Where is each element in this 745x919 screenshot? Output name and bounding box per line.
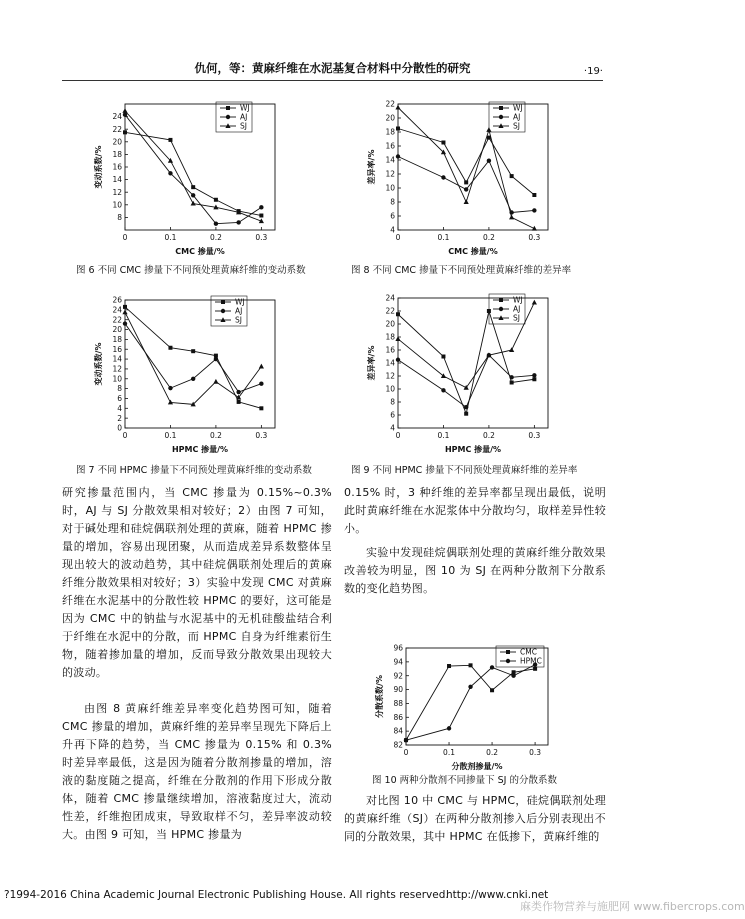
x-tick-label: 0.2 bbox=[482, 431, 495, 440]
y-tick-label: 8 bbox=[117, 213, 122, 222]
y-tick-label: 20 bbox=[385, 113, 395, 123]
y-tick-label: 22 bbox=[112, 315, 122, 325]
legend-entry bbox=[500, 657, 542, 666]
data-point bbox=[509, 215, 514, 220]
y-tick-label: 14 bbox=[385, 155, 395, 165]
plot-frame bbox=[398, 295, 548, 428]
paragraph-left-2: 由图 8 黄麻纤维差异率变化趋势图可知，随着 CMC 掺量的增加，黄麻纤维的差异率呈现先下降后上升再下降的趋势，当 CMC 掺量为 0.15% 和 0.3% 时差异率最低，这是因为随着分散剂掺量的增加，溶液的黏度随之提高，纤维在分散剂的作用下形成分散体，随着 CMC 掺量继续增加，溶液黏度过大，流动性差，纤维抱团成束，导致取样不匀，差异率波动较大。由图 9 可知，当 HPMC 掺量为 bbox=[62, 702, 332, 841]
x-tick-label: 0.2 bbox=[486, 748, 499, 757]
data-point bbox=[464, 199, 469, 204]
paragraph-right-3: 对比图 10 中 CMC 与 HPMC，硅烷偶联剂处理的黄麻纤维（SJ）在两种分散剂掺入后分别表现出不同的分散效果，其中 HPMC 在低掺下，黄麻纤维的 bbox=[344, 794, 606, 843]
data-point bbox=[168, 400, 173, 405]
legend-entry bbox=[493, 113, 520, 122]
data-point bbox=[509, 347, 514, 352]
x-axis-label: 分散剂掺量/% bbox=[451, 762, 503, 771]
series-aj bbox=[396, 154, 537, 214]
series-wj bbox=[396, 127, 536, 198]
legend-label: CMC bbox=[520, 647, 537, 657]
chart-fig8 bbox=[358, 98, 568, 258]
series-line bbox=[406, 665, 535, 740]
legend-marker bbox=[499, 115, 503, 119]
legend-label: AJ bbox=[240, 112, 248, 122]
legend-entry bbox=[493, 305, 520, 314]
data-point bbox=[122, 108, 127, 113]
y-tick-label: 0 bbox=[117, 423, 122, 433]
series-hpmc bbox=[404, 662, 537, 742]
chart-fig9 bbox=[358, 288, 568, 453]
legend-label: HPMC bbox=[520, 656, 542, 666]
data-point bbox=[168, 171, 172, 175]
x-tick-label: 0.2 bbox=[209, 431, 222, 440]
legend-entry bbox=[220, 113, 247, 122]
legend-label: SJ bbox=[240, 121, 247, 131]
y-tick-label: 14 bbox=[112, 175, 122, 185]
legend-entry bbox=[220, 122, 247, 131]
data-point bbox=[123, 321, 127, 325]
x-tick-label: 0 bbox=[395, 233, 401, 242]
data-point bbox=[191, 193, 195, 197]
series-cmc bbox=[404, 663, 537, 742]
footer-url: http://www.cnki.net bbox=[446, 889, 549, 901]
legend-label: WJ bbox=[513, 103, 523, 113]
legend-entry bbox=[493, 104, 523, 113]
y-tick-label: 86 bbox=[393, 712, 403, 722]
x-tick-label: 0.1 bbox=[164, 233, 177, 242]
y-tick-label: 18 bbox=[385, 127, 395, 137]
y-tick-label: 88 bbox=[393, 699, 403, 709]
legend-label: WJ bbox=[513, 295, 523, 305]
x-tick-label: 0.1 bbox=[437, 431, 450, 440]
data-point bbox=[447, 726, 451, 730]
caption-fig7: 图 7 不同 HPMC 掺量下不同预处理黄麻纤维的变动系数 bbox=[76, 465, 312, 476]
y-axis-label: 分散系数/% bbox=[375, 675, 384, 718]
y-axis-label: 变动系数/% bbox=[94, 145, 103, 189]
y-tick-label: 4 bbox=[117, 403, 122, 413]
y-tick-label: 8 bbox=[117, 384, 122, 394]
y-axis-label: 变动系数/% bbox=[94, 342, 103, 386]
y-tick-label: 12 bbox=[385, 169, 395, 179]
legend-marker bbox=[506, 659, 510, 663]
y-tick-label: 8 bbox=[390, 397, 395, 407]
series-line bbox=[398, 355, 534, 407]
data-point bbox=[191, 377, 195, 381]
y-tick-label: 18 bbox=[385, 332, 395, 342]
y-tick-label: 22 bbox=[112, 124, 122, 134]
data-point bbox=[490, 688, 494, 692]
x-tick-label: 0.2 bbox=[209, 233, 222, 242]
data-point bbox=[441, 373, 446, 378]
data-point bbox=[237, 400, 241, 404]
data-point bbox=[396, 127, 400, 131]
data-point bbox=[236, 220, 240, 224]
y-tick-label: 12 bbox=[112, 364, 122, 374]
series-line bbox=[125, 324, 261, 392]
y-tick-label: 2 bbox=[117, 413, 122, 423]
data-point bbox=[191, 201, 196, 206]
series-line bbox=[398, 129, 534, 196]
y-tick-label: 16 bbox=[112, 162, 122, 172]
y-tick-label: 16 bbox=[112, 344, 122, 354]
y-tick-label: 82 bbox=[393, 740, 403, 750]
plot-frame bbox=[125, 104, 275, 230]
data-point bbox=[511, 674, 515, 678]
x-tick-label: 0.3 bbox=[528, 233, 541, 242]
y-tick-label: 10 bbox=[112, 200, 122, 210]
data-point bbox=[490, 665, 494, 669]
data-point bbox=[214, 222, 218, 226]
legend-label: WJ bbox=[235, 297, 245, 307]
x-tick-label: 0.3 bbox=[529, 748, 542, 757]
legend-label: WJ bbox=[240, 103, 250, 113]
legend-entry bbox=[215, 298, 245, 307]
x-tick-label: 0.1 bbox=[443, 748, 455, 757]
x-tick-label: 0.3 bbox=[255, 431, 268, 440]
data-point bbox=[123, 130, 127, 134]
x-axis-label: CMC 掺量/% bbox=[448, 247, 498, 256]
data-point bbox=[441, 175, 445, 179]
data-point bbox=[259, 364, 264, 369]
legend-marker bbox=[506, 650, 510, 654]
legend-entry bbox=[215, 316, 242, 325]
legend-entry bbox=[500, 648, 537, 657]
legend-label: SJ bbox=[513, 121, 520, 131]
y-tick-label: 20 bbox=[112, 137, 122, 147]
y-tick-label: 22 bbox=[385, 306, 395, 316]
legend-marker bbox=[226, 106, 230, 110]
x-tick-label: 0.1 bbox=[437, 233, 450, 242]
y-tick-label: 6 bbox=[117, 394, 122, 404]
data-point bbox=[464, 405, 468, 409]
data-point bbox=[487, 159, 491, 163]
copyright-notice: ?1994-2016 China Academic Journal Electronic Publishing House. All rights reserved. bbox=[4, 889, 449, 901]
x-axis-label: HPMC 掺量/% bbox=[444, 445, 502, 454]
data-point bbox=[447, 664, 451, 668]
y-tick-label: 20 bbox=[112, 325, 122, 335]
y-tick-label: 4 bbox=[390, 225, 395, 235]
x-tick-label: 0 bbox=[122, 431, 128, 440]
legend-label: SJ bbox=[513, 313, 520, 323]
series-wj bbox=[396, 309, 536, 416]
y-axis-label: 差异率/% bbox=[367, 149, 376, 185]
y-tick-label: 18 bbox=[112, 334, 122, 344]
data-point bbox=[510, 381, 514, 385]
series-line bbox=[398, 157, 534, 213]
legend-entry bbox=[493, 314, 520, 323]
legend-marker bbox=[499, 106, 503, 110]
legend-label: AJ bbox=[513, 112, 521, 122]
paragraph-left-1: 研究掺量范围内，当 CMC 掺量为 0.15%~0.3% 时，AJ 与 SJ 分散效果相对较好；2）由图 7 可知，对于碱处理和硅烷偶联剂处理的黄麻，随着 HPMC 掺量的增加，容易出现团聚，从而造成差异系数整体呈现出较大的波动趋势，其中硅烷偶联剂处理后的黄麻纤维分散效果相对较好；3）实验中发现 CMC 对黄麻纤维在水泥基中的分散性较 HPMC 的要好，这可能是因为 CMC 中的钠盐与水泥基中的无机硅酸盐结合利于纤维在水泥中的分散，而 HPMC 自身为纤维素衍生物，随着掺加量的增加，反而导致分散效果出现较大的波动。 bbox=[62, 486, 332, 679]
data-point bbox=[259, 381, 263, 385]
caption-fig6: 图 6 不同 CMC 掺量下不同预处理黄麻纤维的变动系数 bbox=[76, 265, 306, 276]
y-tick-label: 20 bbox=[385, 319, 395, 329]
x-tick-label: 0.2 bbox=[482, 233, 495, 242]
data-point bbox=[468, 685, 472, 689]
chart-fig10 bbox=[368, 642, 568, 774]
y-tick-label: 10 bbox=[112, 374, 122, 384]
data-point bbox=[532, 373, 536, 377]
legend-label: SJ bbox=[235, 315, 242, 325]
data-point bbox=[464, 412, 468, 416]
data-point bbox=[395, 105, 400, 110]
x-tick-label: 0.3 bbox=[528, 431, 541, 440]
chart-fig6 bbox=[90, 98, 290, 258]
y-tick-label: 92 bbox=[393, 671, 403, 681]
data-point bbox=[259, 406, 263, 410]
data-point bbox=[213, 379, 218, 384]
legend-marker bbox=[499, 307, 503, 311]
series-line bbox=[398, 311, 534, 414]
y-tick-label: 24 bbox=[112, 305, 122, 315]
data-point bbox=[533, 667, 537, 671]
x-tick-label: 0.1 bbox=[164, 431, 177, 440]
y-tick-label: 84 bbox=[393, 726, 403, 736]
page-number: ·19· bbox=[583, 66, 603, 77]
data-point bbox=[396, 154, 400, 158]
y-tick-label: 8 bbox=[390, 197, 395, 207]
y-axis-label: 差异率/% bbox=[367, 345, 376, 381]
data-point bbox=[464, 187, 468, 191]
plot-frame bbox=[125, 297, 275, 428]
legend-marker bbox=[221, 309, 225, 313]
y-tick-label: 10 bbox=[385, 384, 395, 394]
y-tick-label: 12 bbox=[112, 187, 122, 197]
watermark: 麻类作物营养与施肥网 www.fibercrops.com bbox=[520, 900, 745, 913]
data-point bbox=[259, 214, 263, 218]
y-tick-label: 6 bbox=[390, 410, 395, 420]
legend-entry bbox=[215, 307, 242, 316]
data-point bbox=[191, 349, 195, 353]
y-tick-label: 18 bbox=[112, 150, 122, 159]
legend-label: AJ bbox=[235, 306, 243, 316]
data-point bbox=[168, 138, 172, 142]
legend-marker bbox=[226, 115, 230, 119]
series-aj bbox=[396, 353, 537, 409]
data-point bbox=[404, 738, 408, 742]
caption-fig8: 图 8 不同 CMC 掺量下不同预处理黄麻纤维的差异率 bbox=[351, 265, 572, 276]
y-tick-label: 10 bbox=[385, 183, 395, 193]
data-point bbox=[510, 174, 514, 178]
data-point bbox=[441, 141, 445, 145]
data-point bbox=[464, 180, 468, 184]
data-point bbox=[441, 388, 445, 392]
x-axis-label: HPMC 掺量/% bbox=[171, 445, 229, 454]
y-tick-label: 6 bbox=[390, 211, 395, 221]
y-tick-label: 16 bbox=[385, 345, 395, 355]
running-title: 仇何，等：黄麻纤维在水泥基复合材料中分散性的研究 bbox=[194, 61, 471, 75]
legend-entry bbox=[493, 296, 523, 305]
series-line bbox=[125, 112, 261, 224]
data-point bbox=[532, 377, 536, 381]
caption-fig10: 图 10 两种分散剂不同掺量下 SJ 的分散系数 bbox=[372, 775, 557, 786]
y-tick-label: 24 bbox=[112, 112, 122, 122]
data-point bbox=[214, 357, 218, 361]
y-tick-label: 90 bbox=[393, 685, 403, 695]
data-point bbox=[396, 312, 400, 316]
data-point bbox=[168, 386, 172, 390]
y-tick-label: 12 bbox=[385, 371, 395, 381]
data-point bbox=[441, 355, 445, 359]
paragraph-right-1: 0.15% 时，3 种纤维的差异率都呈现出最低，说明此时黄麻纤维在水泥浆体中分散均匀，取样差异性较小。 bbox=[344, 486, 606, 535]
y-tick-label: 14 bbox=[385, 358, 395, 368]
data-point bbox=[259, 205, 263, 209]
series-aj bbox=[123, 321, 264, 394]
legend-marker bbox=[221, 300, 225, 304]
data-point bbox=[191, 185, 195, 189]
x-tick-label: 0.3 bbox=[255, 233, 268, 242]
data-point bbox=[532, 208, 536, 212]
x-tick-label: 0 bbox=[122, 233, 128, 242]
y-tick-label: 4 bbox=[390, 423, 395, 433]
paragraph-right-2: 实验中发现硅烷偶联剂处理的黄麻纤维分散效果改善较为明显，图 10 为 SJ 在两种分散剂下分散系数的变化趋势图。 bbox=[344, 546, 606, 595]
data-point bbox=[509, 375, 513, 379]
x-axis-label: CMC 掺量/% bbox=[175, 247, 225, 256]
y-tick-label: 14 bbox=[112, 354, 122, 364]
caption-fig9: 图 9 不同 HPMC 掺量下不同预处理黄麻纤维的差异率 bbox=[351, 465, 578, 476]
legend-marker bbox=[499, 298, 503, 302]
data-point bbox=[396, 358, 400, 362]
y-tick-label: 24 bbox=[385, 293, 395, 303]
data-point bbox=[214, 198, 218, 202]
y-tick-label: 94 bbox=[393, 657, 403, 667]
header-rule bbox=[62, 80, 603, 81]
page-header bbox=[0, 58, 665, 80]
legend-label: AJ bbox=[513, 304, 521, 314]
y-tick-label: 96 bbox=[393, 643, 403, 653]
y-tick-label: 26 bbox=[112, 295, 122, 305]
series-wj bbox=[123, 305, 263, 410]
x-tick-label: 0 bbox=[395, 431, 401, 440]
data-point bbox=[168, 346, 172, 350]
data-point bbox=[123, 305, 127, 309]
y-tick-label: 16 bbox=[385, 141, 395, 151]
legend-entry bbox=[220, 104, 250, 113]
data-point bbox=[236, 390, 240, 394]
chart-fig7 bbox=[90, 290, 290, 455]
legend-entry bbox=[493, 122, 520, 131]
x-tick-label: 0 bbox=[403, 748, 409, 757]
data-point bbox=[469, 663, 473, 667]
y-tick-label: 22 bbox=[385, 99, 395, 109]
data-point bbox=[532, 300, 537, 305]
data-point bbox=[532, 193, 536, 197]
